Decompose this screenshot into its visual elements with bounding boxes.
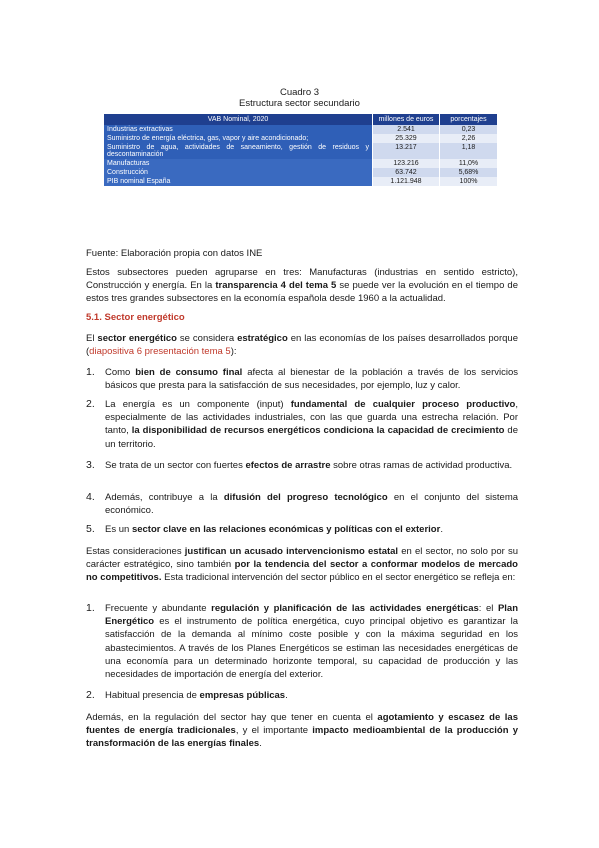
- list-text: Es un: [105, 524, 132, 535]
- table-cell-percent: 5,68%: [440, 168, 498, 177]
- table-cell-percent: 11,0%: [440, 159, 498, 168]
- table-cell-percent: 2,26: [440, 134, 498, 143]
- list-text: Se trata de un sector con fuertes: [105, 460, 246, 471]
- list-text: de un territorio.: [105, 425, 518, 450]
- table-row: [104, 159, 498, 168]
- intro-text-end: se puede ver la evolución en el tiempo de estos tres grandes subsectores en la economía española desde 1960 a la actualidad.: [86, 280, 518, 305]
- list-emphasis: sector clave en las relaciones económicas y políticas con el exterior: [131, 524, 441, 535]
- table-row: [104, 125, 498, 134]
- list-text: La energía es un componente (input): [105, 399, 291, 410]
- table-caption-title: Estructura sector secundario: [239, 98, 360, 109]
- lead-text: ):: [230, 346, 237, 358]
- list-emphasis: difusión del progreso tecnológico: [223, 492, 388, 503]
- list-emphasis: la disponibilidad de recursos energéticos condiciona la capacidad de crecimiento: [131, 425, 505, 437]
- intro-emphasis: transparencia 4 del tema 5: [215, 280, 337, 292]
- list-text: Como: [105, 367, 136, 378]
- list-number: 1.: [86, 602, 95, 614]
- table-cell-value: 123.216: [373, 159, 440, 168]
- lead-emphasis: sector energético: [97, 333, 177, 344]
- list-text: .: [440, 524, 443, 535]
- sector-table: [104, 114, 498, 186]
- list-item: [86, 366, 518, 392]
- list-number: 1.: [86, 366, 95, 378]
- table-caption-number: Cuadro 3: [279, 87, 320, 98]
- list-emphasis: empresas públicas: [199, 690, 286, 701]
- list-number: 3.: [86, 459, 95, 471]
- table-cell-percent: 0,23: [440, 125, 498, 134]
- section-heading: 5.1. Sector energético: [86, 312, 185, 323]
- lead-text: en las economías de los países desarrollados porque (: [86, 333, 518, 358]
- lead-text: El: [86, 333, 98, 344]
- lead-paragraph: [86, 332, 518, 358]
- list-text: afecta al bienestar de la población a través de los servicios básicos que presta para la satisfacción de sus necesidades, por ejemplo, luz y calor.: [105, 367, 519, 392]
- para-emphasis: justifican un acusado intervencionismo estatal: [184, 546, 399, 557]
- list-text: .: [285, 690, 288, 701]
- list-number: 2.: [86, 689, 95, 701]
- para-text: .: [259, 738, 262, 750]
- table-source: Fuente: Elaboración propia con datos INE: [86, 248, 263, 259]
- intro-text: Estos subsectores pueden agruparse en tres: Manufacturas (industrias en sentido estricto), Construcción y energía. En la: [86, 267, 518, 292]
- table-cell-percent: 100%: [440, 177, 498, 186]
- list-text: Frecuente y abundante: [105, 603, 212, 614]
- list-text: : el: [478, 603, 498, 614]
- table-row: [104, 177, 498, 186]
- table-cell-value: 63.742: [373, 168, 440, 177]
- list-text: sobre otras ramas de actividad productiva.: [330, 460, 513, 471]
- list-emphasis: bien de consumo final: [135, 367, 243, 378]
- list-number: 5.: [86, 523, 95, 535]
- considerations-paragraph: [86, 545, 518, 585]
- table-row: [104, 143, 498, 159]
- table-cell-name: Industrias extractivas: [104, 125, 373, 134]
- table-header-millions: millones de euros: [373, 114, 440, 125]
- list-item: [86, 523, 518, 536]
- table-cell-value: 2.541: [373, 125, 440, 134]
- para-emphasis: agotamiento y escasez de las fuentes de energía tradicionales: [86, 712, 518, 737]
- table-cell-name: Construcción: [104, 168, 373, 177]
- list-item: [86, 459, 518, 472]
- table-cell-value: 1.121.948: [373, 177, 440, 186]
- table-header-concept: VAB Nominal, 2020: [104, 114, 373, 125]
- table-cell-value: 25.329: [373, 134, 440, 143]
- list-emphasis: efectos de arrastre: [245, 460, 331, 471]
- table-cell-percent: 1,18: [440, 143, 498, 159]
- list-emphasis: Plan Energético: [105, 603, 519, 628]
- list-item: [86, 398, 518, 451]
- table-cell-name: Suministro de energía eléctrica, gas, vapor y aire acondicionado;: [104, 134, 373, 143]
- list-text: Además, contribuye a la: [105, 492, 224, 503]
- list-item: [86, 491, 518, 517]
- table-cell-name: Manufacturas: [104, 159, 373, 168]
- table-row: [104, 168, 498, 177]
- list-text: en el conjunto del sistema económico.: [105, 492, 519, 517]
- list-number: 4.: [86, 491, 95, 503]
- para-emphasis: impacto medioambiental de la producción y transformación de las energías finales: [86, 725, 518, 750]
- para-text: en el sector, no solo por su carácter estratégico, sino también: [86, 546, 518, 571]
- table-header-percent: porcentajes: [440, 114, 498, 125]
- list-text: , especialmente de las actividades industriales, con las que guarda una estrecha relación. Por tanto,: [105, 399, 518, 437]
- lead-emphasis: estratégico: [237, 333, 288, 344]
- table-cell-name: Suministro de agua, actividades de saneamiento, gestión de residuos y descontaminación: [104, 143, 373, 159]
- table-cell-value: 13.217: [373, 143, 440, 159]
- para-text: Además, en la regulación del sector hay que tener en cuenta el: [86, 712, 378, 723]
- para-text: Estas consideraciones: [86, 546, 185, 557]
- list-item: [86, 689, 518, 702]
- list-number: 2.: [86, 398, 95, 410]
- table-cell-name: PIB nominal España: [104, 177, 373, 186]
- para-text: Esta tradicional intervención del sector público en el sector energético se refleja en:: [161, 572, 516, 584]
- list-text: Habitual presencia de: [105, 690, 200, 701]
- para-emphasis: por la tendencia del sector a conformar modelos de mercado no competitivos.: [86, 559, 518, 584]
- slide-reference: diapositiva 6 presentación tema 5: [89, 346, 231, 358]
- list-emphasis: fundamental de cualquier proceso productivo: [290, 399, 516, 410]
- lead-text: se considera: [176, 333, 238, 344]
- table-header-row: [104, 114, 498, 125]
- para-text: , y el importante: [235, 725, 313, 737]
- table-row: [104, 134, 498, 143]
- closing-paragraph: [86, 711, 518, 751]
- list-text: es el instrumento de política energética, cuyo principal objetivo es garantizar la satisfacción de la demanda al mínimo coste posible y con la máxima seguridad en los abastecimientos. A través de los Planes Energéticos se estiman las necesidades energéticas de una economía para un determinado horizonte temporal, su capacidad de producción y las necesidades de importación de energía del exterior.: [105, 616, 518, 681]
- intro-paragraph: [86, 266, 518, 306]
- list-emphasis: regulación y planificación de las actividades energéticas: [211, 603, 479, 614]
- list-item: [86, 602, 518, 681]
